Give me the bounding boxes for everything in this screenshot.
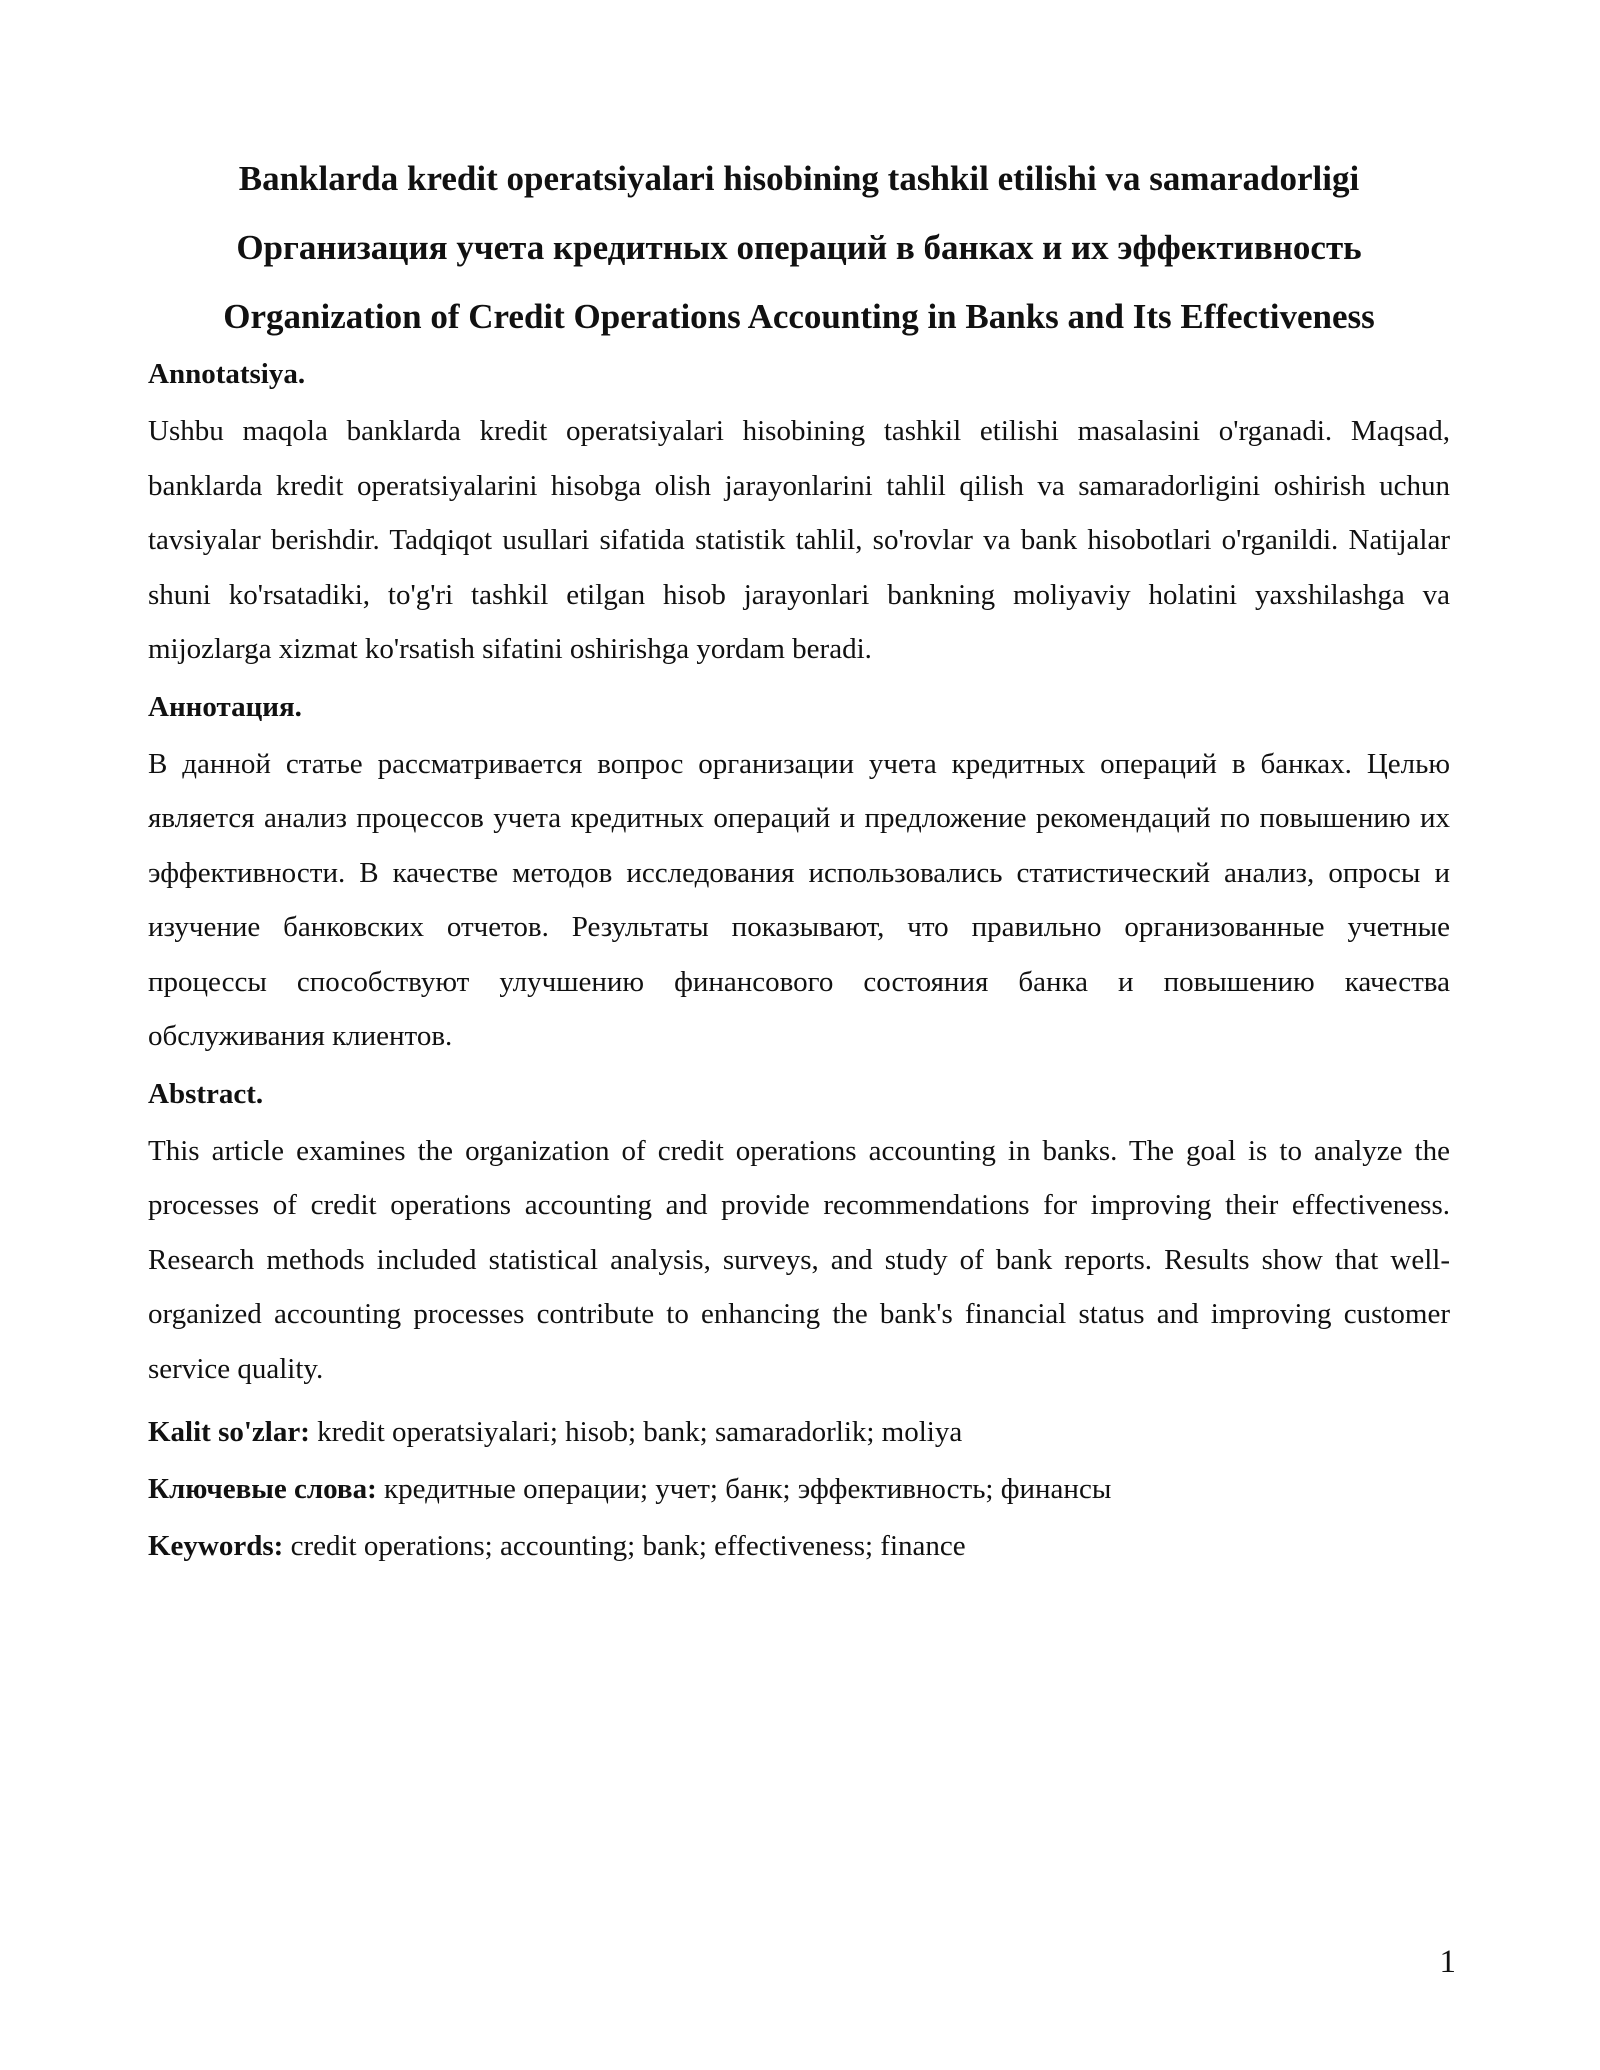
keywords-value-uzbek: kredit operatsiyalari; hisob; bank; samaradorlik; moliya (309, 1416, 963, 1448)
title-block (148, 144, 1450, 351)
keywords-russian (148, 1461, 1450, 1518)
title-russian: Организация учета кредитных операций в банках и их эффективность (236, 228, 1362, 267)
abstract-heading-russian: Аннотация. (148, 690, 302, 723)
abstract-text-uzbek: Ushbu maqola banklarda kredit operatsiyalari hisobining tashkil etilishi masalasini o'rganadi. Maqsad, banklarda kredit operatsiyalarini hisobga olish jarayonlarini tahlil qilish va samaradorligini oshirish uchun tavsiyalar berishdir. Tadqiqot usullari sifatida statistik tahlil, so'rovlar va bank hisobotlari o'rganildi. Natijalar shuni ko'rsatadiki, to'g'ri tashkil etilgan hisob jarayonlari bankning moliyaviy holatini yaxshilashga va mijozlarga xizmat ko'rsatish sifatini oshirishga yordam beradi. (148, 415, 1450, 665)
abstract-text-english: This article examines the organization of credit operations accounting in banks. The goal is to analyze the processes of credit operations accounting and provide recommendations for improving their effectiveness. Research methods included statistical analysis, surveys, and study of bank reports. Results show that well-organized accounting processes contribute to enhancing the bank's financial status and improving customer service quality. (148, 1134, 1450, 1385)
page-number: 1 (1439, 1944, 1456, 1980)
abstract-heading-english: Abstract. (148, 1077, 264, 1110)
abstract-heading-uzbek: Annotatsiya. (148, 358, 306, 390)
title-english: Organization of Credit Operations Accounting in Banks and Its Effectiveness (223, 297, 1375, 336)
keywords-label-uzbek: Kalit so'zlar: (148, 1416, 310, 1448)
keywords-label-english: Keywords: (148, 1530, 284, 1562)
keywords-value-russian: кредитные операции; учет; банк; эффективность; финансы (376, 1473, 1112, 1505)
title-uzbek: Banklarda kredit operatsiyalari hisobining tashkil etilishi va samaradorligi (238, 159, 1360, 198)
article-body (148, 352, 1450, 1575)
keywords-value-english: credit operations; accounting; bank; effectiveness; finance (283, 1530, 966, 1562)
keywords-english (148, 1518, 1450, 1575)
keywords-uzbek (148, 1404, 1450, 1461)
abstract-text-russian: В данной статье рассматривается вопрос организации учета кредитных операций в банках. Целью является анализ процессов учета кредитных операций и предложение рекомендаций по повышению их эффективности. В качестве методов исследования использовались статистический анализ, опросы и изучение банковских отчетов. Результаты показывают, что правильно организованные учетные процессы способствуют улучшению финансового состояния банка и повышению качества обслуживания клиентов. (148, 747, 1450, 1052)
keywords-label-russian: Ключевые слова: (148, 1473, 377, 1505)
